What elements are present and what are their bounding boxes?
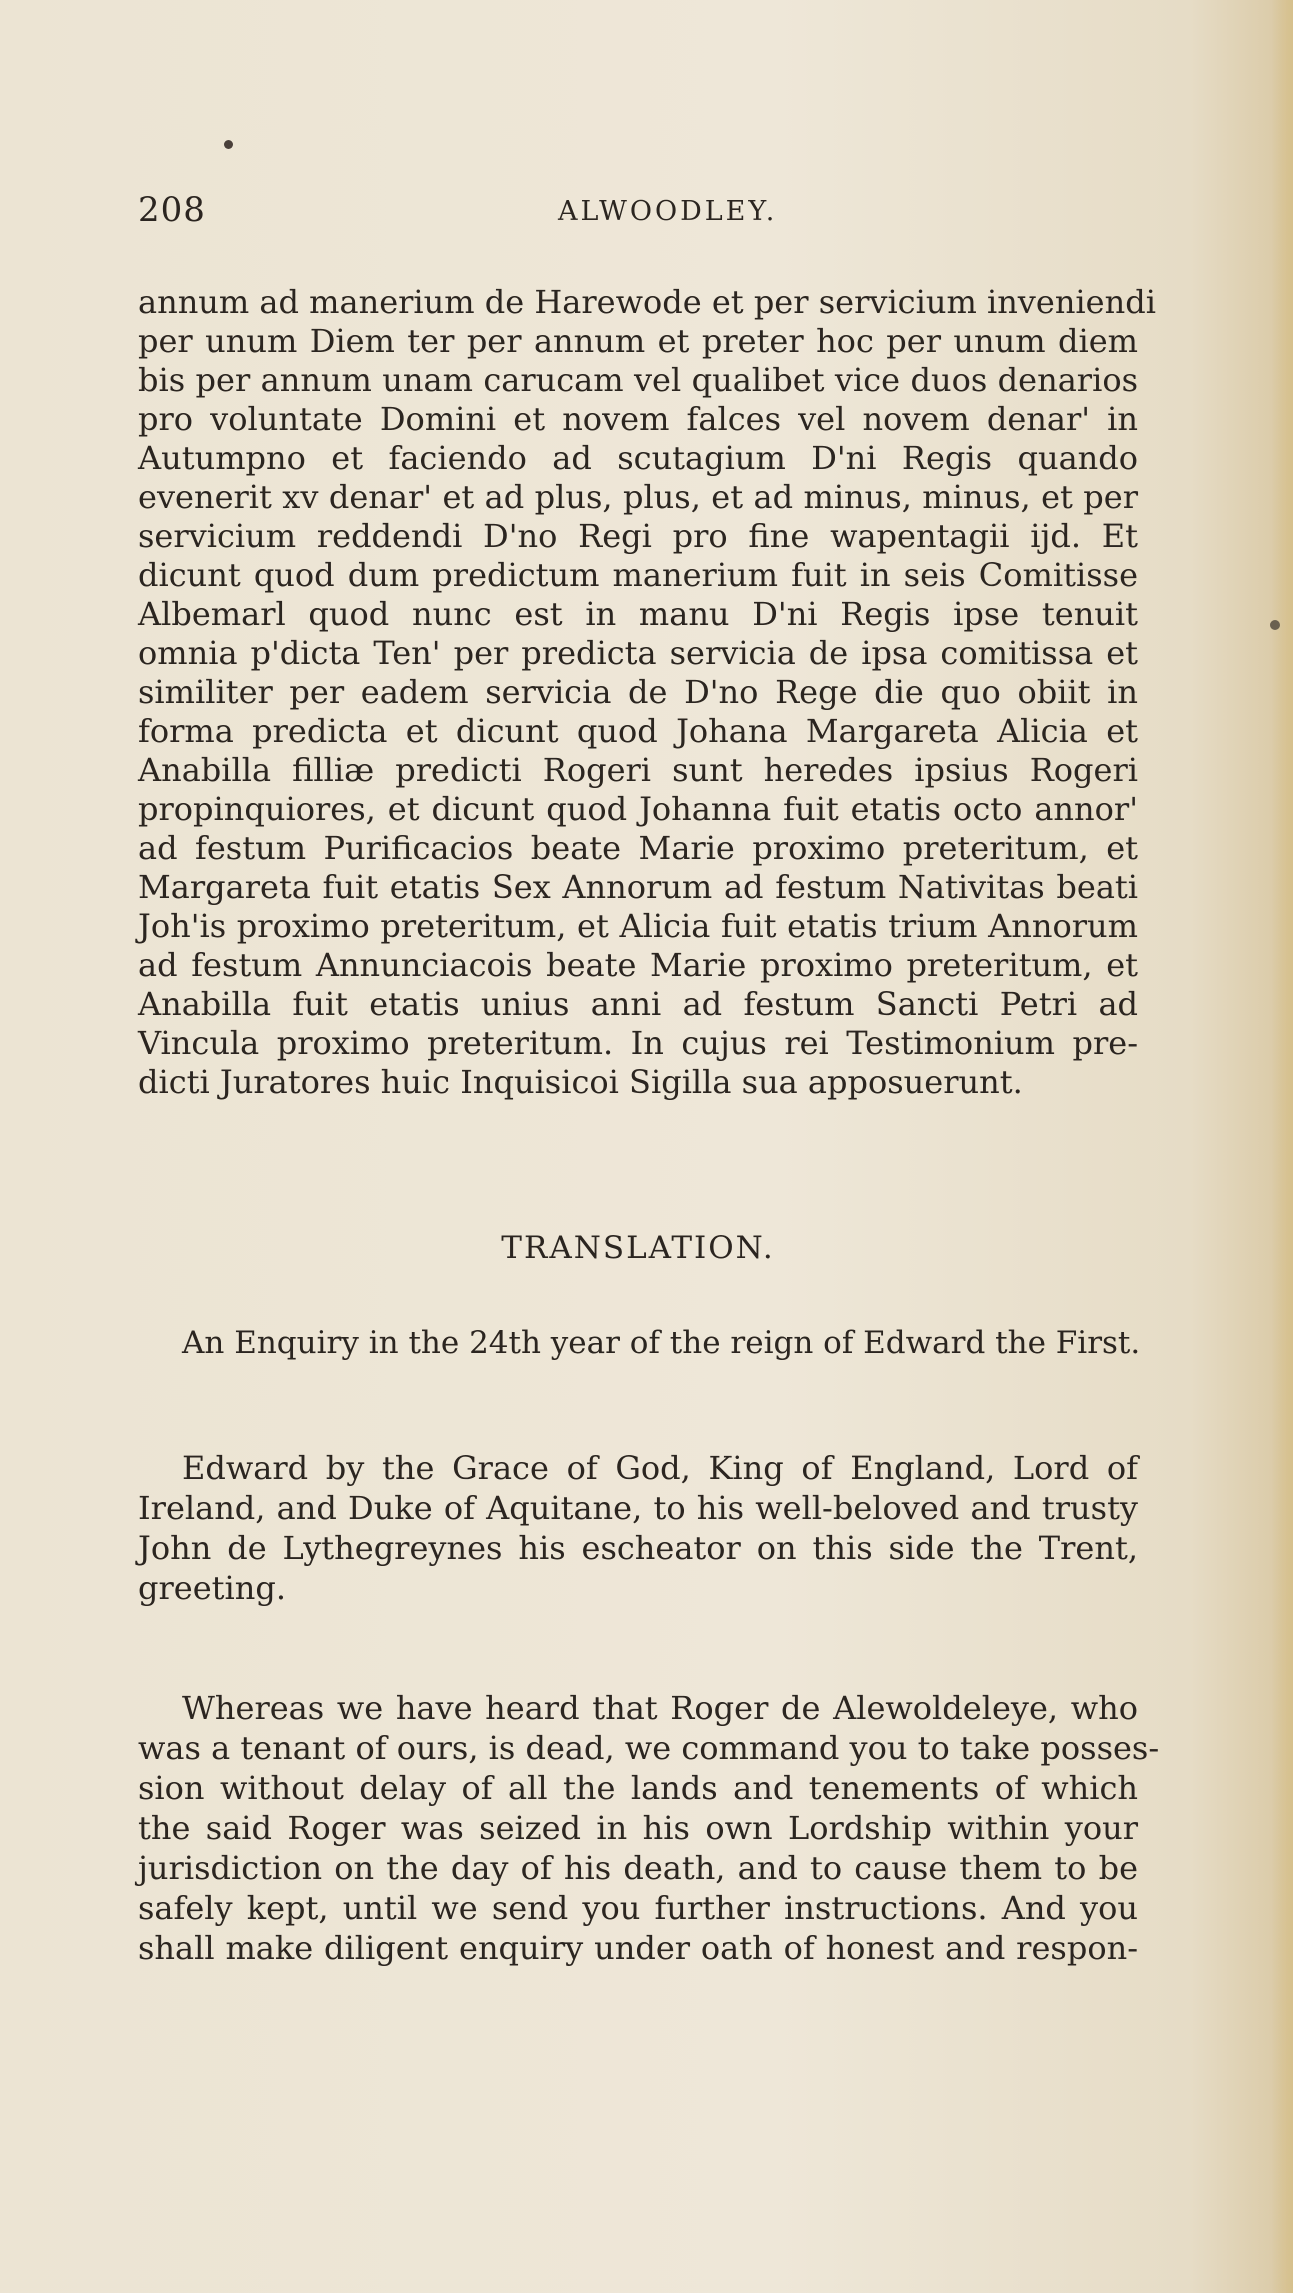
text-line: Vincula proximo preteritum. In cujus rei Testimonium pre- bbox=[138, 1024, 1138, 1062]
text-line: ad festum Purificacios beate Marie proximo preteritum, et bbox=[138, 829, 1138, 867]
section-subtitle: An Enquiry in the 24th year of the reign of Edward the First. bbox=[182, 1325, 1141, 1361]
text-line: similiter per eadem servicia de D'no Rege die quo obiit in bbox=[138, 673, 1138, 711]
text-line: safely kept, until we send you further instructions. And you bbox=[138, 1889, 1138, 1927]
text-line: Albemarl quod nunc est in manu D'ni Regis ipse tenuit bbox=[138, 595, 1138, 633]
text-line: annum ad manerium de Harewode et per servicium inveniendi bbox=[138, 283, 1156, 321]
paragraph bbox=[138, 1448, 1138, 1608]
text-line: Autumpno et faciendo ad scutagium D'ni Regis quando bbox=[138, 439, 1138, 477]
text-line: sion without delay of all the lands and tenements of which bbox=[138, 1769, 1138, 1807]
text-line: was a tenant of ours, is dead, we command you to take posses- bbox=[138, 1729, 1160, 1767]
text-line: Anabilla fuit etatis unius anni ad festum Sancti Petri ad bbox=[138, 985, 1138, 1023]
text-line: evenerit xv denar' et ad plus, plus, et ad minus, minus, et per bbox=[138, 478, 1138, 516]
text-line: pro voluntate Domini et novem falces vel novem denar' in bbox=[138, 400, 1138, 438]
section-title: TRANSLATION. bbox=[501, 1230, 775, 1266]
text-line: propinquiores, et dicunt quod Johanna fuit etatis octo annor' bbox=[138, 790, 1138, 828]
paragraph bbox=[138, 1688, 1160, 1968]
text-line: omnia p'dicta Ten' per predicta servicia de ipsa comitissa et bbox=[138, 634, 1138, 672]
text-line: Margareta fuit etatis Sex Annorum ad festum Nativitas beati bbox=[138, 868, 1138, 906]
page-number: 208 bbox=[138, 190, 206, 230]
page-edge-shadow bbox=[1271, 0, 1293, 2293]
text-line: ad festum Annunciacois beate Marie proximo preteritum, et bbox=[138, 946, 1138, 984]
page-header bbox=[138, 190, 1138, 240]
text-line: forma predicta et dicunt quod Johana Margareta Alicia et bbox=[138, 712, 1138, 750]
text-line: servicium reddendi D'no Regi pro fine wapentagii ijd. Et bbox=[138, 517, 1138, 555]
text-line: Anabilla filliæ predicti Rogeri sunt heredes ipsius Rogeri bbox=[138, 751, 1138, 789]
text-line: Joh'is proximo preteritum, et Alicia fuit etatis trium Annorum bbox=[138, 907, 1138, 945]
latin-text-block bbox=[138, 283, 1156, 1102]
text-line: bis per annum unam carucam vel qualibet vice duos denarios bbox=[138, 361, 1138, 399]
text-line: jurisdiction on the day of his death, and to cause them to be bbox=[138, 1849, 1138, 1887]
text-line: the said Roger was seized in his own Lordship within your bbox=[138, 1809, 1138, 1847]
text-line: dicunt quod dum predictum manerium fuit in seis Comitisse bbox=[138, 556, 1138, 594]
text-line: greeting. bbox=[138, 1569, 287, 1607]
ink-speck bbox=[1270, 620, 1280, 630]
ink-speck bbox=[224, 140, 233, 149]
running-head: ALWOODLEY. bbox=[558, 196, 778, 227]
text-line: Whereas we have heard that Roger de Alewoldeleye, who bbox=[182, 1689, 1138, 1727]
text-line: dicti Juratores huic Inquisicoi Sigilla sua apposuerunt. bbox=[138, 1063, 1023, 1101]
text-line: John de Lythegreynes his escheator on this side the Trent, bbox=[138, 1529, 1138, 1567]
text-line: Edward by the Grace of God, King of England, Lord of bbox=[182, 1449, 1138, 1487]
text-line: Ireland, and Duke of Aquitane, to his well-beloved and trusty bbox=[138, 1489, 1138, 1527]
text-line: per unum Diem ter per annum et preter hoc per unum diem bbox=[138, 322, 1138, 360]
text-line: shall make diligent enquiry under oath of honest and respon- bbox=[138, 1929, 1138, 1967]
